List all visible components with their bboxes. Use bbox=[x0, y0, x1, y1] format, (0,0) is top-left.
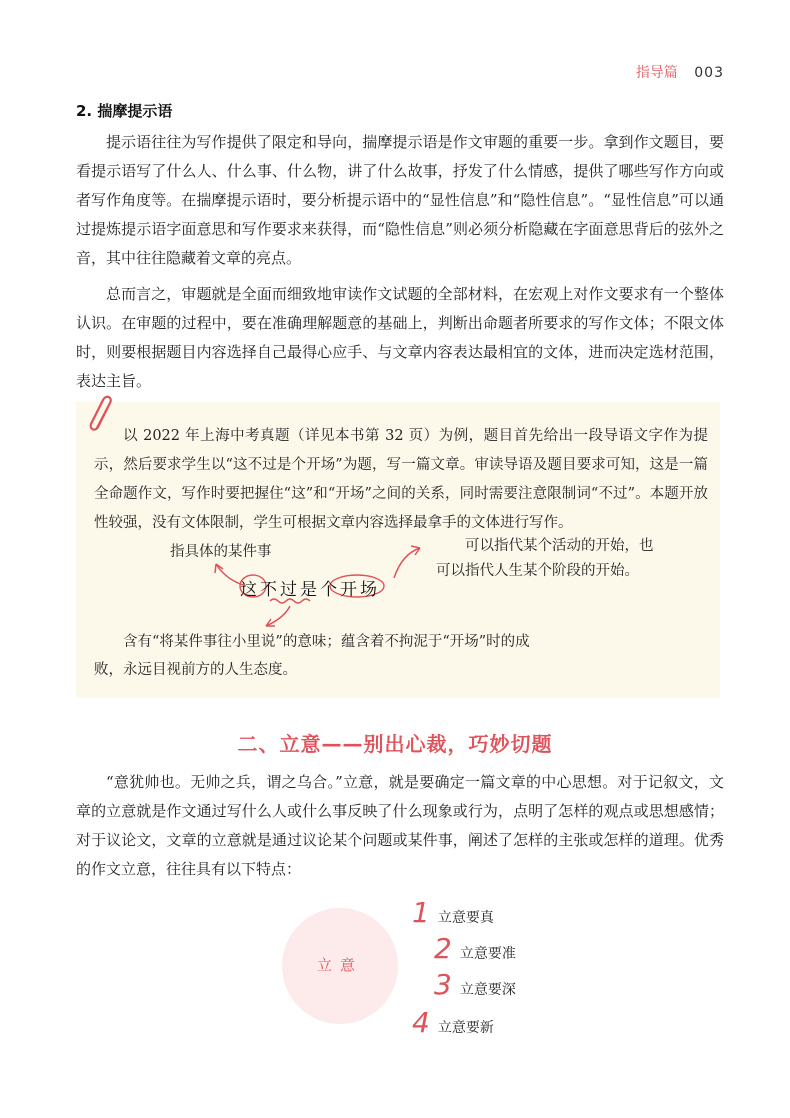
phrase-buguo: 不过 bbox=[260, 580, 300, 600]
label-kaichang: 可以指代某个活动的开始，也可以指代人生某个阶段的开始。 bbox=[436, 538, 654, 579]
phrase-shige: 是个 bbox=[300, 580, 340, 600]
page-header bbox=[636, 62, 724, 82]
paragraph-3: “意犹帅也。无帅之兵，谓之乌合。”立意，就是要确定一篇文章的中心思想。对于记叙文，文章的立意就是作文通过写什么人或什么事反映了什么现象或行为，点明了怎样的观点或思想感情；对于议论文，文章的立意就是通过议论某个问题或某件事，阐述了怎样的主张或怎样的道理。优秀的作文立意，往往具有以下特点： bbox=[76, 773, 724, 878]
feature-item-4 bbox=[412, 1006, 494, 1039]
note-text: 以 2022 年上海中考真题（详见本书第 32 页）为例，题目首先给出一段导语文字作为提示，然后要求学生以“这不过是个开场”为题，写一篇文章。审读导语及题目要求可知，这是一篇全命题作文，写作时要把握住“这”和“开场”之间的关系，同时需要注意限制词“不过”。本题开放性较强，没有文体限制，学生可根据文章内容选择最拿手的文体进行写作。 bbox=[94, 428, 708, 531]
example-note-box bbox=[76, 402, 720, 698]
feature-number: 2 bbox=[434, 932, 452, 965]
page-number: 003 bbox=[694, 65, 724, 81]
feature-number: 4 bbox=[412, 1006, 430, 1039]
circle-label: 立意 bbox=[316, 956, 363, 974]
title-phrase bbox=[240, 575, 380, 600]
label-zhe: 指具体的某件事 bbox=[170, 544, 272, 560]
header-section: 指导篇 bbox=[635, 65, 678, 81]
feature-item-3 bbox=[434, 968, 516, 1001]
label-buguo: 含有“将某件事往小里说”的意味；蕴含着不拘泥于“开场”时的成败，永远目视前方的人生态度。 bbox=[94, 634, 530, 678]
feature-label: 立意要新 bbox=[437, 1020, 494, 1036]
feature-label: 立意要准 bbox=[459, 946, 516, 962]
phrase-zhe: 这 bbox=[240, 580, 260, 600]
feature-label: 立意要深 bbox=[459, 982, 516, 998]
paragraph-1: 提示语往往为写作提供了限定和导向，揣摩提示语是作文审题的重要一步。拿到作文题目，要看提示语写了什么人、什么事、什么物，讲了什么故事，抒发了什么情感，提供了哪些写作方向或者写作角度等。在揣摩提示语时，要分析提示语中的“显性信息”和“隐性信息”。“显性信息”可以通过提炼提示语字面意思和写作要求来获得，而“隐性信息”则必须分析隐藏在字面意思背后的弦外之音，其中往往隐藏着文章的亮点。 bbox=[76, 133, 724, 267]
subsection-title: 2. 揣摩提示语 bbox=[76, 102, 173, 120]
feature-number: 3 bbox=[434, 968, 452, 1001]
concept-circle bbox=[282, 908, 398, 1024]
feature-item-2 bbox=[434, 932, 516, 965]
feature-item-1 bbox=[412, 896, 494, 929]
paragraph-2: 总而言之，审题就是全面而细致地审读作文试题的全部材料，在宏观上对作文要求有一个整体认识。在审题的过程中，要在准确理解题意的基础上，判断出命题者所要求的写作文体；不限文体时，则要根据题目内容选择自己最得心应手、与文章内容表达最相宜的文体，进而决定选材范围，表达主旨。 bbox=[76, 285, 724, 390]
section-title: 二、立意——别出心裁，巧妙切题 bbox=[237, 732, 553, 756]
feature-number: 1 bbox=[412, 896, 430, 929]
feature-label: 立意要真 bbox=[437, 910, 494, 926]
phrase-kaichang: 开场 bbox=[340, 580, 380, 600]
